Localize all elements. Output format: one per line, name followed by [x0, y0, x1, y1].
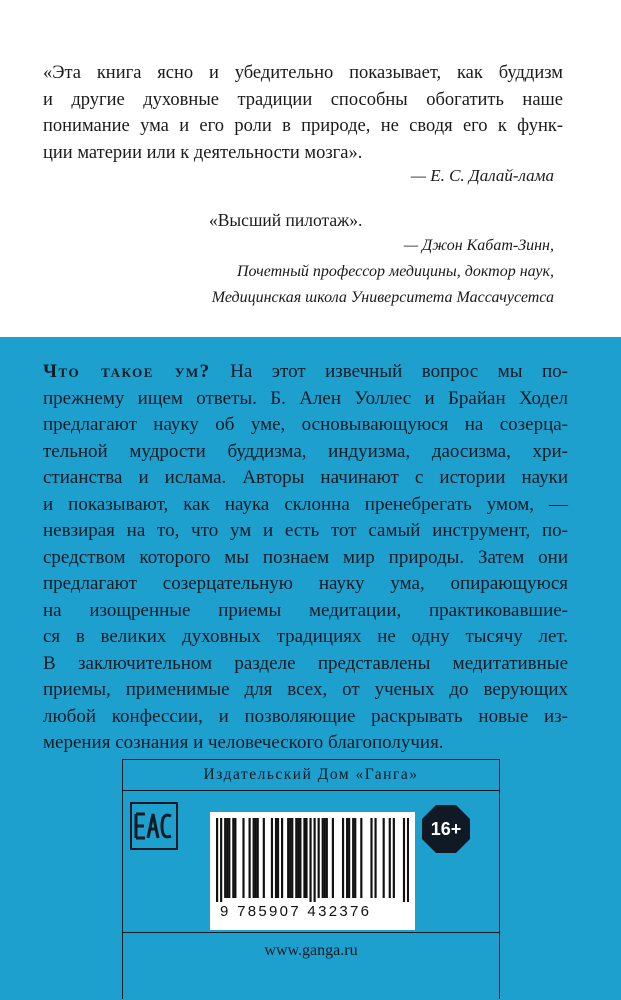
description-line: средством которого мы познаем мир природы. Затем они	[43, 546, 568, 568]
eac-certification-icon	[130, 802, 178, 850]
barcode-bar	[289, 818, 291, 898]
isbn-barcode	[210, 812, 415, 930]
description-line: приемы, применимые для всех, от ученых до верующих	[43, 679, 568, 700]
description-line: ся в великих духовных традициях не одну тысячу лет.	[43, 626, 568, 647]
barcode-bar	[242, 818, 244, 898]
barcode-bar	[354, 818, 356, 898]
barcode-bar	[226, 818, 228, 898]
isbn-number: 9 785907 432376	[220, 903, 372, 920]
quote-text: «Высший пилотаж».	[209, 210, 363, 230]
barcode-bar	[228, 818, 230, 898]
barcode-bar	[309, 818, 311, 902]
description-line: прежнему ищем ответы. Б. Ален Уоллес и Брайан Ходел	[43, 387, 568, 409]
barcode-bar	[383, 818, 385, 898]
barcode-bar	[263, 818, 265, 898]
barcode-bar	[303, 818, 305, 898]
quote-attribution: — Е. С. Далай-лама	[410, 166, 554, 185]
description-line: любой конфессии, и позволяющие раскрывать новые из-	[43, 705, 568, 727]
barcode-bar	[295, 818, 297, 898]
publisher-box	[122, 759, 500, 999]
barcode-bar	[253, 818, 255, 898]
barcode-bar	[389, 818, 391, 898]
barcode-bar	[287, 818, 289, 898]
barcode-bar	[407, 818, 409, 902]
barcode-bar	[291, 818, 293, 898]
divider	[123, 932, 499, 933]
barcode-bar	[342, 818, 344, 898]
publisher-website: www.ganga.ru	[264, 942, 358, 959]
publisher-name: Издательский Дом «Ганга»	[203, 766, 419, 783]
barcode-bar	[403, 818, 405, 902]
barcode-bar	[271, 818, 273, 898]
description-line: стианства и ислама. Авторы начинают с истории науки	[43, 467, 568, 488]
description-lead: Что такое ум?	[43, 361, 211, 382]
description-line: На этот извечный вопрос мы по-	[210, 361, 568, 382]
quote-attribution-line: Почетный профессор медицины, доктор наук,	[236, 263, 554, 280]
barcode-bar	[360, 818, 362, 898]
barcode-bar	[224, 818, 226, 898]
barcode-bar	[318, 818, 320, 898]
barcode-bar	[324, 818, 326, 898]
barcode-bar	[216, 818, 218, 902]
barcode-bar	[257, 818, 259, 898]
barcode-bar	[352, 818, 354, 898]
age-rating-label: 16+	[430, 819, 462, 839]
barcode-bar	[220, 818, 222, 902]
book-description	[43, 359, 568, 757]
divider	[123, 790, 499, 791]
barcode-bar	[314, 818, 316, 902]
barcode-bar	[370, 818, 372, 898]
description-line: тельной мудрости буддизма, индуизма, даосизма, хри-	[43, 440, 568, 462]
description-line: невзирая на то, что ум и есть тот самый инструмент, по-	[43, 520, 568, 541]
barcode-bar	[249, 818, 251, 898]
quote-kabat-zinn	[43, 208, 554, 311]
description-line: мерения сознания и человеческого благополучия.	[43, 732, 444, 753]
barcode-bar	[348, 818, 350, 898]
barcode-bar	[393, 818, 395, 898]
barcode-bar	[346, 818, 348, 898]
barcode-bar	[281, 818, 283, 898]
barcode-bar	[299, 818, 301, 898]
barcode-bar	[374, 818, 376, 898]
quote-line: ции материи или к деятельности мозга».	[43, 142, 363, 163]
quote-line: «Эта книга ясно и убедительно показывает, как буддизм	[43, 63, 563, 83]
barcode-bar	[255, 818, 257, 898]
barcode-bar	[277, 818, 279, 898]
quote-attribution-line: — Джон Кабат-Зинн,	[403, 237, 554, 254]
barcode-bar	[326, 818, 328, 898]
barcode-bar	[297, 818, 299, 898]
age-rating-badge	[421, 804, 471, 854]
barcode-bar	[232, 818, 234, 898]
quote-dalai-lama	[43, 60, 563, 166]
barcode-bar	[305, 818, 307, 898]
quote-line: понимание ума и его роли в природе, не сводя его к функ-	[43, 116, 563, 136]
description-line: на изощренные приемы медитации, практиковавшие-	[43, 599, 568, 621]
description-line: В заключительном разделе представлены медитативные	[43, 652, 568, 674]
quote-attribution-line: Медицинская школа Университета Массачусетса	[211, 289, 554, 306]
quote-line: и другие духовные традиции способны обогатить наше	[43, 89, 563, 110]
barcode-bar	[332, 818, 334, 898]
barcode-bar	[234, 818, 236, 898]
barcode-bars	[216, 818, 409, 902]
barcode-bar	[322, 818, 324, 898]
barcode-bar	[275, 818, 277, 898]
description-line: и показывают, как наука склонна пренебрегать умом, —	[43, 493, 568, 515]
description-line: предлагают науку об уме, основывающуюся на созерца-	[43, 414, 568, 435]
description-line: предлагают созерцательную науку ума, опирающуюся	[43, 573, 568, 594]
